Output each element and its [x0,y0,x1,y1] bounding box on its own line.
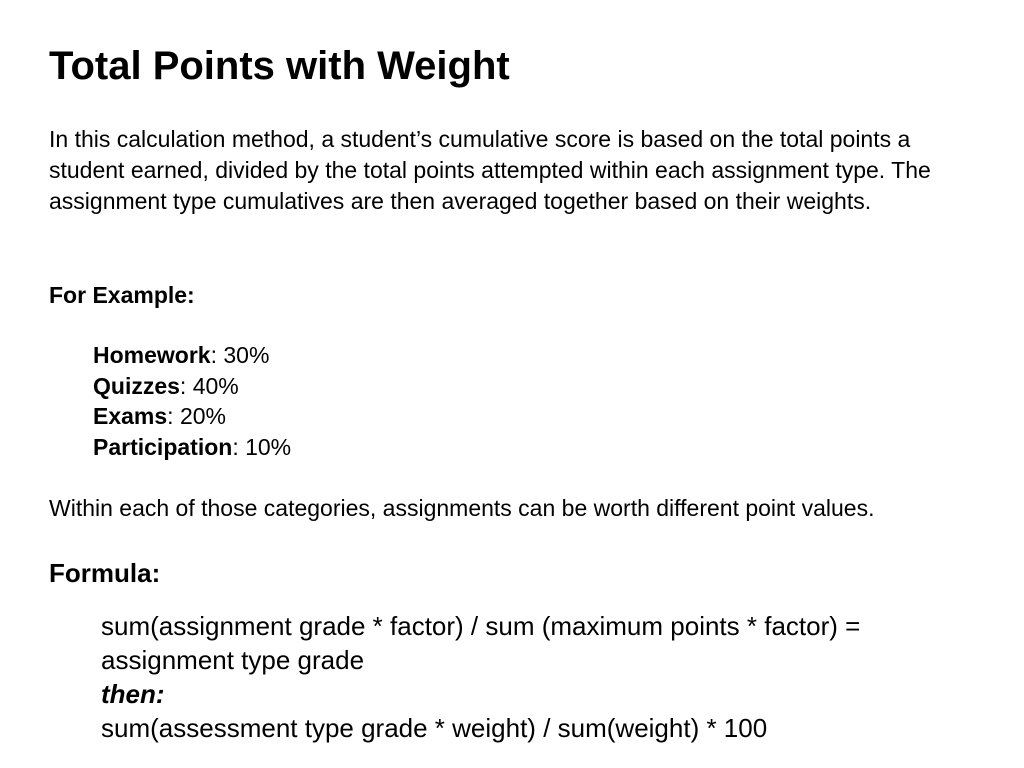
weight-value: : 40% [179,372,239,399]
formula-block [101,609,981,745]
weight-value: : 10% [232,433,292,460]
weight-value: : 20% [167,403,226,429]
categories-note: Within each of those categories, assignments can be worth different point values. [49,495,875,521]
formula-heading: Formula: [49,558,161,588]
example-heading: For Example: [49,282,195,308]
weight-category: Quizzes [93,372,180,399]
weights-list [93,340,291,462]
weight-category: Homework [93,342,211,368]
weight-item-exams [93,401,291,432]
intro-paragraph: In this calculation method, a student’s cumulative score is based on the total points a student earned, divided by the total points attempted within each assignment type. The assignment type cumulatives are then averaged together based on their weights. [49,126,931,214]
weight-category: Exams [93,403,168,429]
formula-then: then: [101,679,165,709]
formula-line-2: assignment type grade [101,645,365,675]
page-title: Total Points with Weight [49,44,510,88]
formula-line-3: sum(assessment type grade * weight) / sum(weight) * 100 [101,713,768,743]
weight-item-quizzes [93,371,291,402]
formula-line-1: sum(assignment grade * factor) / sum (maximum points * factor) = [101,611,861,641]
weight-category: Participation [93,433,233,460]
weight-item-homework [93,340,291,371]
weight-item-participation [93,432,291,463]
weight-value: : 30% [210,342,270,368]
